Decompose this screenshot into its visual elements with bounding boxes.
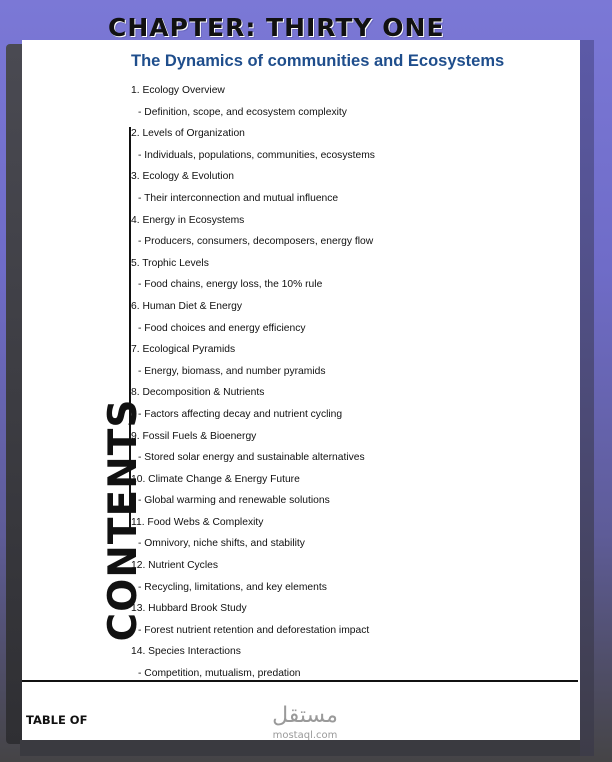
toc-item: 13. Hubbard Brook Study [131,603,247,615]
toc-subitem: - Food choices and energy efficiency [138,322,306,334]
toc-item: 7. Ecological Pyramids [131,344,236,356]
watermark-text: mostaql.com [272,730,338,741]
toc-subitem: - Food chains, energy loss, the 10% rule [138,279,323,291]
toc-item: 3. Ecology & Evolution [131,171,235,183]
toc-item: 2. Levels of Organization [131,128,245,140]
toc-subitem: - Global warming and renewable solutions [138,495,330,507]
toc-item: 1. Ecology Overview [131,85,225,96]
footer-label: TABLE OF [26,713,88,727]
toc-subitem: - Factors affecting decay and nutrient cycling [138,408,343,420]
contents-vertical-heading: CONTENTS [101,398,146,642]
toc-item: 6. Human Diet & Energy [131,300,243,312]
toc-subitem: - Definition, scope, and ecosystem complexity [138,106,347,118]
toc-subitem: - Recycling, limitations, and key elements [138,581,327,593]
toc-item: 14. Species Interactions [131,646,241,658]
toc-subitem: - Their interconnection and mutual influence [138,192,339,204]
toc-item: 5. Trophic Levels [131,257,209,269]
toc-subitem: - Producers, consumers, decomposers, energy flow [138,236,374,248]
toc-subitem: - Stored solar energy and sustainable alternatives [138,452,365,464]
toc-item: 10. Climate Change & Energy Future [131,473,300,485]
toc-subitem: - Energy, biomass, and number pyramids [138,365,326,377]
watermark-logo: مستقل [272,703,338,728]
chapter-title: CHAPTER: THIRTY ONE [108,13,445,42]
toc-item: 8. Decomposition & Nutrients [131,387,265,399]
toc-item: 4. Energy in Ecosystems [131,214,245,226]
toc-item: 11. Food Webs & Complexity [131,516,264,528]
toc-item: 12. Nutrient Cycles [131,560,218,572]
footer-divider [22,680,578,682]
toc-item: 9. Fossil Fuels & Bioenergy [131,430,257,442]
watermark [262,702,348,752]
toc-subitem: - Forest nutrient retention and deforestation impact [138,624,370,636]
table-of-contents-list [131,84,551,689]
document-title: The Dynamics of communities and Ecosystems [131,52,505,70]
toc-subitem: - Individuals, populations, communities, ecosystems [138,149,375,161]
toc-subitem: - Omnivory, niche shifts, and stability [138,538,305,550]
toc-subitem: - Competition, mutualism, predation [138,668,301,680]
